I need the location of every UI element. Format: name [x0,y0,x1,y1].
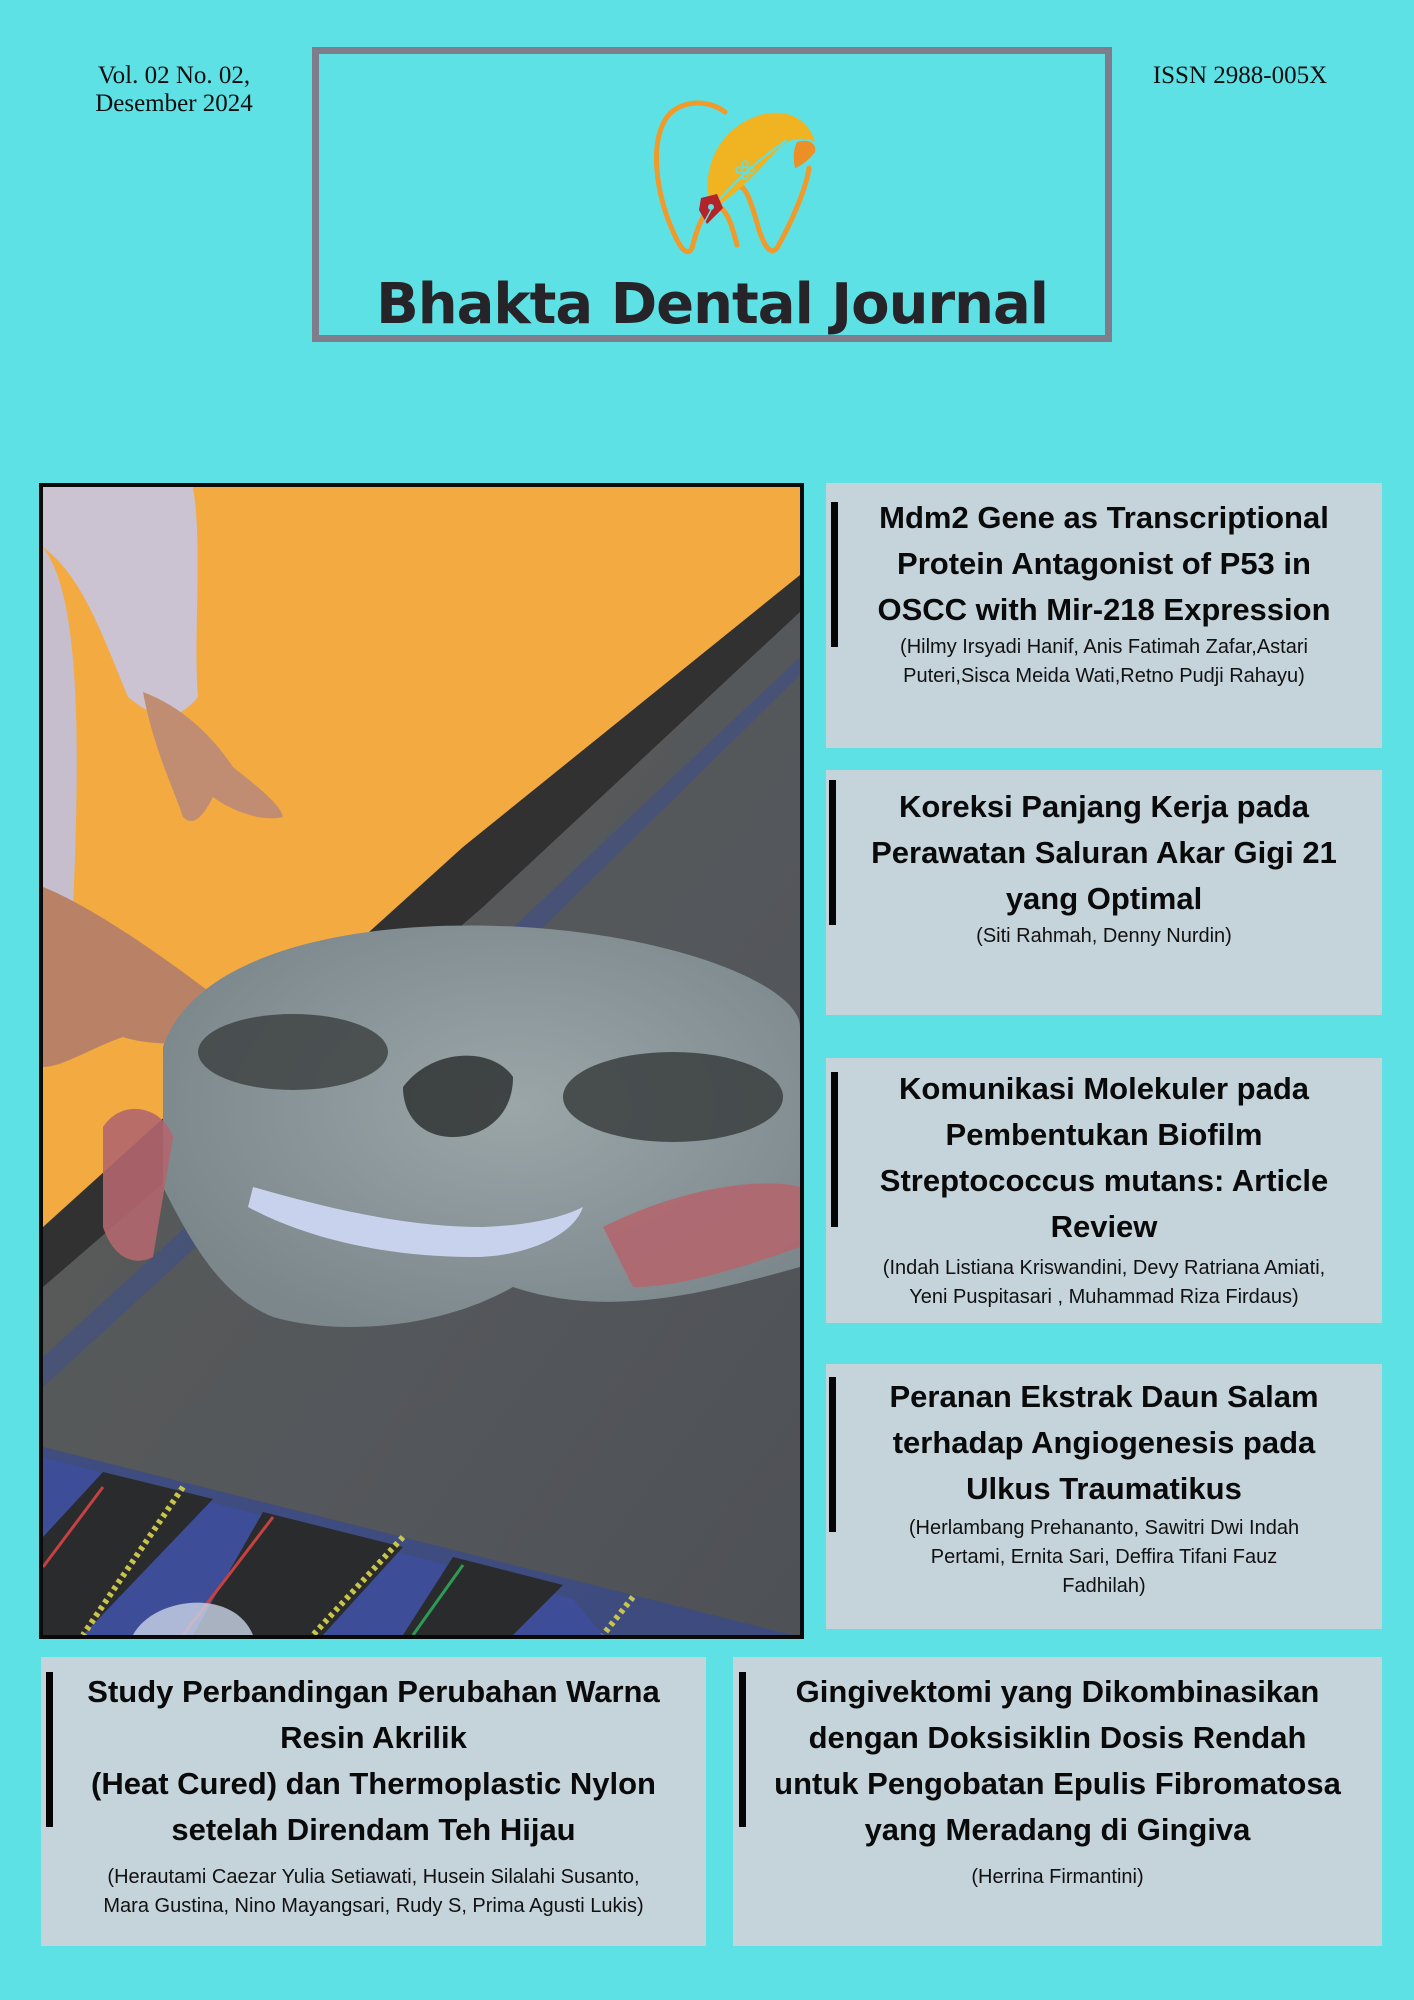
article-card-2[interactable] [826,770,1382,1015]
journal-title: Bhakta Dental Journal [376,272,1048,337]
article-title: Peranan Ekstrak Daun Salam terhadap Angiogenesis pada Ulkus Traumatikus [889,1379,1319,1506]
accent-bar [831,502,838,647]
article-authors: (Herrina Firmantini) [971,1866,1144,1888]
accent-bar [829,1377,836,1532]
article-card-4[interactable] [826,1364,1382,1629]
accent-bar [829,780,836,925]
article-authors: (Herautami Caezar Yulia Setiawati, Husein Silalahi Susanto, Mara Gustina, Nino Mayangsari, Rudy S, Prima Agusti Lukis) [103,1866,644,1917]
accent-bar [831,1072,838,1227]
article-title: Komunikasi Molekuler pada Pembentukan Biofilm Streptococcus mutans: Article Review [879,1071,1329,1244]
article-title: Gingivektomi yang Dikombinasikan dengan Doksisiklin Dosis Rendah untuk Pengobatan Epulis Fibromatosa yang Meradang di Gingiva [774,1674,1341,1847]
article-title: Mdm2 Gene as Transcriptional Protein Antagonist of P53 in OSCC with Mir-218 Expression [877,500,1331,627]
volume-issue [56,62,292,118]
article-authors: (Siti Rahmah, Denny Nurdin) [976,925,1232,947]
volume-number: Vol. 02 No. 02, [97,62,251,89]
article-title: Study Perbandingan Perubahan Warna Resin Akrilik (Heat Cured) dan Thermoplastic Nylon setelah Direndam Teh Hijau [87,1674,660,1847]
cover-photo [39,483,804,1639]
anatomy-table-photo [43,487,800,1635]
article-card-1[interactable] [826,483,1382,748]
article-authors: (Herlambang Prehananto, Sawitri Dwi Indah Pertami, Ernita Sari, Deffira Tifani Fauz Fadhilah) [908,1517,1300,1597]
tooth-quill-logo-icon [637,90,837,270]
article-card-5[interactable] [41,1657,706,1946]
article-authors: (Hilmy Irsyadi Hanif, Anis Fatimah Zafar,Astari Puteri,Sisca Meida Wati,Retno Pudji Rahayu) [900,636,1308,687]
article-title: Koreksi Panjang Kerja pada Perawatan Saluran Akar Gigi 21 yang Optimal [871,789,1337,916]
article-card-6[interactable] [733,1657,1382,1946]
article-authors: (Indah Listiana Kriswandini, Devy Ratriana Amiati, Yeni Puspitasari , Muhammad Riza Firdaus) [882,1257,1326,1308]
issue-date: Desember 2024 [95,90,253,117]
masthead [312,47,1112,342]
issn: ISSN 2988-005X [1152,62,1328,89]
article-card-3[interactable] [826,1058,1382,1323]
